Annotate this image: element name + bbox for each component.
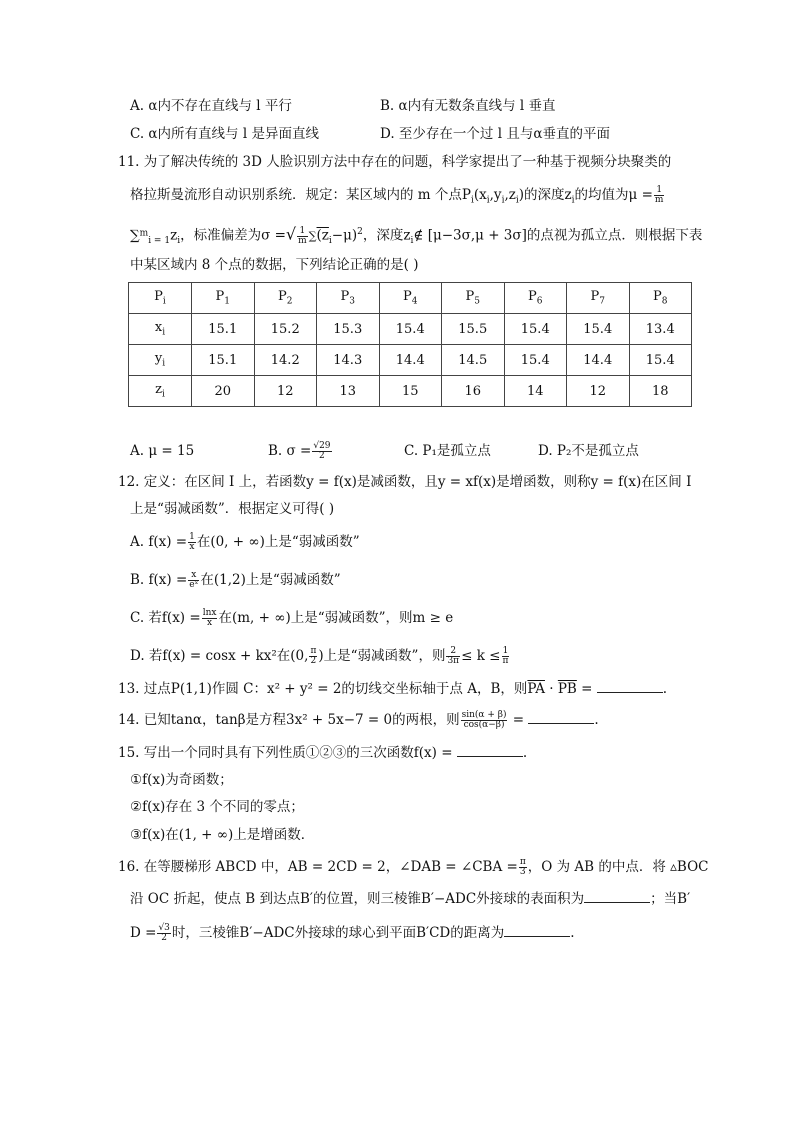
q11-text: (x <box>473 187 487 203</box>
table-row <box>129 376 692 407</box>
sub: i <box>328 236 332 247</box>
table-row <box>129 283 692 314</box>
sub: i <box>515 195 519 206</box>
sub: i <box>501 195 505 206</box>
table-cell <box>317 283 380 314</box>
frac-num: π <box>310 646 317 656</box>
cell-text: P <box>278 289 287 305</box>
sup: 2 <box>357 227 363 237</box>
fraction <box>461 711 508 730</box>
data-table-body <box>129 283 692 407</box>
q15-property-3: ③f(x)在(1, + ∞)上是增函数． <box>130 827 315 843</box>
cell-sub: 6 <box>536 296 543 307</box>
frac-den: cos(α−β) <box>463 720 505 730</box>
table-cell: 15.4 <box>567 314 630 345</box>
answer-blank[interactable] <box>504 924 570 937</box>
cell-text: P <box>528 289 537 305</box>
q12-line1: 12. 定义：在区间 I 上，若函数y = f(x)是减函数，且y = xf(x)是增函数，则称y = f(x)在区间 I <box>118 474 692 490</box>
frac-num: lnx <box>202 608 217 618</box>
q16-text: ，O 为 AB 的中点．将 ▵BOC <box>527 859 709 875</box>
cell-text: P <box>590 289 600 305</box>
answer-blank[interactable] <box>528 711 594 724</box>
q16-text: 16. 在等腰梯形 ABCD 中，AB = 2CD = 2，∠DAB = ∠CBA = <box>118 859 518 875</box>
fraction <box>502 647 510 666</box>
row-label <box>129 376 192 407</box>
row-label-text: z <box>155 382 162 398</box>
table-cell: 14.4 <box>379 345 442 376</box>
q11-options <box>130 442 667 461</box>
opt-text: 在(1,2)上是“弱减函数” <box>200 572 341 588</box>
q11-text: ,y <box>489 187 502 203</box>
frac-den: m <box>298 235 307 246</box>
frac-num: π <box>519 857 526 867</box>
sub: i <box>470 195 474 206</box>
q15-text: 15. 写出一个同时具有下列性质①②③的三次函数f(x) = <box>118 745 457 761</box>
table-cell: 15.4 <box>504 345 567 376</box>
q15-line1: 15. 写出一个同时具有下列性质①②③的三次函数f(x) = . <box>118 745 528 761</box>
table-cell <box>192 283 255 314</box>
row-label-sub: i <box>162 358 166 369</box>
q10-options-row2 <box>130 125 610 143</box>
opt-text: 在(m, + ∞)上是“弱减函数”，则m ≥ e <box>218 610 454 626</box>
q16-text: D = <box>130 925 157 941</box>
q11-line2 <box>130 186 665 210</box>
table-cell: 14.4 <box>567 345 630 376</box>
table-cell: 15.1 <box>192 345 255 376</box>
q11-text: ，标准偏差为σ = <box>180 227 286 244</box>
table-row <box>129 345 692 376</box>
opt-text: C. 若f(x) = <box>130 610 201 626</box>
row-label-text: P <box>154 289 163 305</box>
table-cell <box>379 283 442 314</box>
frac-den: π <box>502 656 509 666</box>
frac-den: 2 <box>161 933 168 943</box>
table-cell <box>254 283 317 314</box>
q10-option-c: C. α内所有直线与 l 是异面直线 <box>130 126 319 142</box>
vector-pa: $\overline{PA}$ <box>527 681 545 697</box>
cell-sub: 5 <box>474 296 480 307</box>
fraction <box>202 609 218 628</box>
cell-text: P <box>340 289 350 305</box>
row-label <box>129 314 192 345</box>
opt-text: 在(0, + ∞)上是“弱减函数” <box>196 534 360 550</box>
frac-den: 2 <box>310 656 317 666</box>
q12-option-a <box>130 533 360 552</box>
frac-num: 2 <box>446 647 460 657</box>
sub: i <box>571 195 575 206</box>
q16-text: 时，三棱锥B′−ADC外接球的球心到平面B′CD的距离为 <box>171 925 505 941</box>
opt-text: A. f(x) = <box>130 534 188 550</box>
table-row <box>129 314 692 345</box>
table-cell: 15.1 <box>192 314 255 345</box>
table-cell: 15 <box>379 376 442 407</box>
cell-sub: 2 <box>286 296 293 307</box>
fraction <box>188 571 199 590</box>
q11-option-c: C. P₁是孤立点 <box>404 443 491 459</box>
table-cell: 14.2 <box>254 345 317 376</box>
sum-symbol: ∑ <box>308 229 317 243</box>
sum-symbol: ∑ <box>130 227 140 244</box>
q13-text: = <box>576 681 597 697</box>
q11-text: 格拉斯曼流形自动识别系统．规定：某区域内的 m 个点P <box>130 187 471 203</box>
table-cell <box>567 283 630 314</box>
q14-line: 14. 已知tanα，tanβ是方程3x² + 5x−7 = 0的两根，则 $\frac{\sin(\alpha + \beta)}{\cos(\alpha-\beta)}$ = . <box>118 710 599 730</box>
table-cell: 15.4 <box>629 345 692 376</box>
frac-den: x <box>207 618 213 628</box>
cell-text: P <box>215 289 225 305</box>
fraction-sqrt29-over-2 <box>312 442 331 461</box>
opt-text: B. f(x) = <box>130 572 188 588</box>
q11-line1: 11. 为了解决传统的 3D 人脸识别方法中存在的问题，科学家提出了一种基于视频分块聚类的 <box>118 154 672 170</box>
table-cell: 15.5 <box>442 314 505 345</box>
table-cell: 14.3 <box>317 345 380 376</box>
fraction <box>519 858 527 877</box>
cell-text: P <box>653 289 662 305</box>
frac-num: sin(α + β) <box>461 710 507 720</box>
table-cell: 15.2 <box>254 314 317 345</box>
q11-text: ，深度z <box>362 227 411 244</box>
dot-operator: · <box>544 681 558 697</box>
q12-option-d <box>130 647 510 666</box>
table-cell <box>629 283 692 314</box>
table-cell: 13 <box>317 376 380 407</box>
q11-text: ∉ [μ−3σ,μ + 3σ]的点视为孤立点．则根据下表 <box>413 227 703 244</box>
opt-b-text: B. σ = <box>268 443 312 459</box>
q10-options-row1 <box>130 97 556 115</box>
frac-num: √3 <box>158 923 170 933</box>
q11-text: 的均值为μ = <box>574 187 653 203</box>
frac-den: 3 <box>519 867 526 877</box>
data-table <box>128 282 692 407</box>
frac-den: 3π <box>447 656 460 666</box>
cell-sub: 8 <box>661 296 668 307</box>
table-cell: 15.4 <box>379 314 442 345</box>
table-cell: 16 <box>442 376 505 407</box>
answer-blank[interactable] <box>584 890 650 903</box>
sub: i <box>177 236 181 247</box>
q14-text: = <box>508 712 529 728</box>
q16-line2 <box>130 890 690 908</box>
q16-line1 <box>118 858 709 877</box>
cell-sub: 7 <box>599 296 605 307</box>
vector-pb: $\overline{PB}$ <box>557 681 577 697</box>
q11-text: )的深度z <box>518 187 572 203</box>
row-label-sub: i <box>161 389 165 400</box>
opt-text: ≤ k ≤ <box>461 648 501 664</box>
table-cell: 12 <box>254 376 317 407</box>
table-cell: 14.5 <box>442 345 505 376</box>
answer-blank[interactable] <box>597 680 663 693</box>
cell-sub: 3 <box>349 296 355 307</box>
q10-option-b: B. α内有无数条直线与 l 垂直 <box>380 98 556 114</box>
row-label <box>129 345 192 376</box>
q11-option-b <box>268 442 376 461</box>
frac-den: m <box>654 195 664 205</box>
frac-num: 1 <box>654 186 665 196</box>
frac-den: 2 <box>319 451 325 461</box>
fraction <box>188 533 196 552</box>
frac-num: 1 <box>297 227 308 237</box>
table-cell: 15.4 <box>504 314 567 345</box>
q11-line4: 中某区域内 8 个点的数据，下列结论正确的是( ) <box>130 257 419 273</box>
q16-text: ；当B′ <box>650 891 691 907</box>
q16-text: 沿 OC 折起，使点 B 到达点B′的位置，则三棱锥B′−ADC外接球的表面积为 <box>130 891 585 907</box>
table-cell: 12 <box>567 376 630 407</box>
q11-text: ,z <box>504 187 516 203</box>
q12-option-c <box>130 609 453 628</box>
fraction-1-over-m <box>297 227 308 246</box>
table-cell <box>504 283 567 314</box>
q13-line: 13. 过点P(1,1)作圆 C：x² + y² = 2的切线交坐标轴于点 A，B，则$\overline{PA} \cdot \overline{PB}$ = . <box>118 681 668 697</box>
frac-num: x <box>188 571 199 581</box>
q11-option-a: A. μ = 15 <box>130 443 195 459</box>
q16-line3: D = $\frac{√3}{2}$ 时，三棱锥B′−ADC外接球的球心到平面B′CD的距离为 . <box>130 923 575 943</box>
cell-sub: 4 <box>411 296 418 307</box>
sum-bottom: i = 1 <box>148 235 171 246</box>
frac-num: 1 <box>189 532 195 542</box>
q11-text: (z <box>316 227 329 244</box>
cell-sub: 1 <box>224 296 230 307</box>
q13-text: 13. 过点P(1,1)作圆 C：x² + y² = 2的切线交坐标轴于点 A，B，则 <box>118 681 528 697</box>
table-cell: 15.3 <box>317 314 380 345</box>
opt-text: D. 若f(x) = cosx + kx²在(0, <box>130 648 309 664</box>
opt-text: )上是“弱减函数”，则 <box>318 648 446 664</box>
row-label-sub: i <box>162 327 166 338</box>
q14-text: 14. 已知tanα，tanβ是方程3x² + 5x−7 = 0的两根，则 <box>118 712 460 728</box>
row-label <box>129 283 192 314</box>
fraction <box>446 647 460 666</box>
table-cell: 14 <box>504 376 567 407</box>
q15-property-2: ②f(x)存在 3 个不同的零点； <box>130 799 304 815</box>
q11-text: z <box>170 227 178 244</box>
row-label-sub: i <box>162 296 166 307</box>
q12-option-b <box>130 571 341 590</box>
row-label-text: x <box>154 320 163 336</box>
q10-option-a: A. α内不存在直线与 l 平行 <box>130 98 292 114</box>
sub: i <box>410 236 414 247</box>
fraction-1-over-m <box>654 186 665 205</box>
table-cell: 13.4 <box>629 314 692 345</box>
frac-den: x <box>189 542 195 552</box>
sum-limits <box>139 227 171 246</box>
q11-text: −μ) <box>331 227 358 244</box>
answer-blank[interactable] <box>457 744 523 757</box>
frac-num: √29 <box>313 441 331 451</box>
fraction <box>309 647 317 666</box>
sum-top: m <box>139 227 149 238</box>
sub: i <box>486 195 490 206</box>
table-cell: 18 <box>629 376 692 407</box>
q10-option-d: D. 至少存在一个过 l 且与α垂直的平面 <box>380 126 610 142</box>
q11-option-d: D. P₂不是孤立点 <box>538 443 639 459</box>
frac-den: eˣ <box>189 580 199 590</box>
fraction <box>157 924 170 943</box>
q11-line3: $\sum^m_{i = 1}z_i$，标准偏差为σ =√ $\frac{1}{m}$ $\sum(z_i-\mu)^2$，深度$z_i\notin$ [μ−3σ,μ + 3σ]的点视为孤立点．则根据下表 <box>130 224 703 247</box>
row-label-text: y <box>154 351 163 367</box>
table-cell: 20 <box>192 376 255 407</box>
cell-text: P <box>403 289 412 305</box>
table-cell <box>442 283 505 314</box>
frac-num: 1 <box>502 646 509 656</box>
q12-line2: 上是“弱减函数”．根据定义可得( ) <box>130 501 335 517</box>
q15-property-1: ①f(x)为奇函数； <box>130 772 233 788</box>
cell-text: P <box>465 289 475 305</box>
